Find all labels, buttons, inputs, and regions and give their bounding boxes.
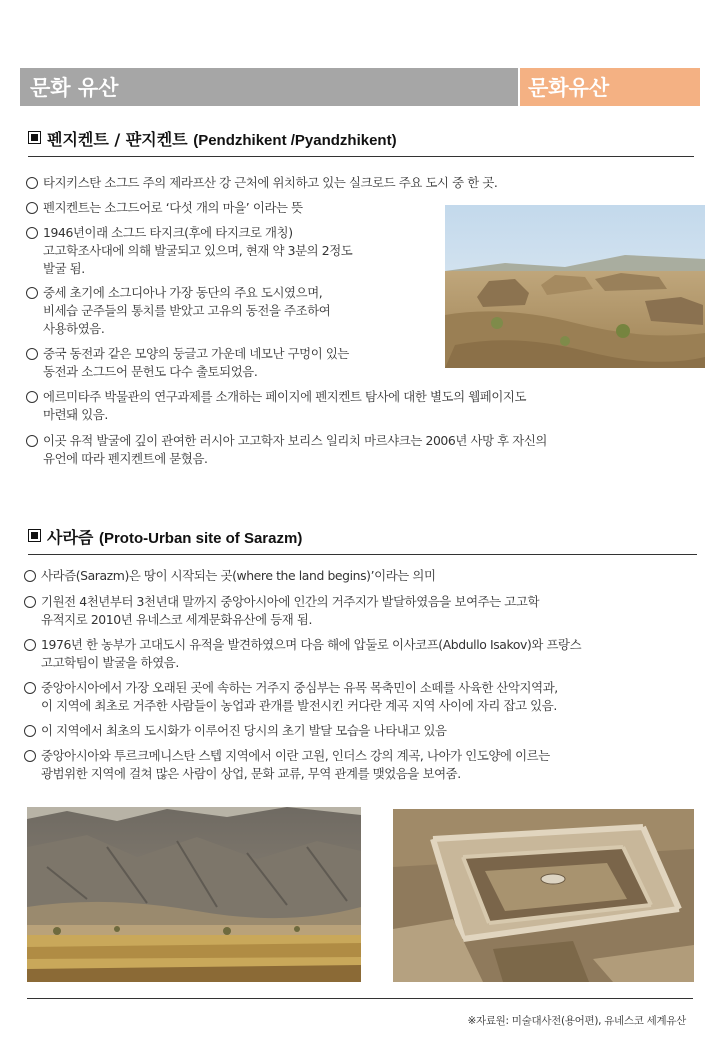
section1-item-1: 타지키스탄 소그드 주의 제라프산 강 근처에 위치하고 있는 실크로드 주요 도시 중 한 곳.: [26, 174, 706, 192]
section2-item-1: 사라즘(Sarazm)은 땅이 시작되는 곳(where the land begins)’이라는 의미: [24, 567, 714, 585]
section2-item-2: 기원전 4천년부터 3천년대 말까지 중앙아시아에 인간의 거주지가 발달하였음을 보여주는 고고학 유적지로 2010년 유네스코 세계문화유산에 등재 됨.: [24, 593, 714, 629]
circle-bullet-icon: [24, 639, 36, 651]
section2-title-ko: 사라즘: [47, 528, 94, 547]
sarazm-excavation-photo: [393, 809, 694, 982]
circle-bullet-icon: [26, 227, 38, 239]
section1-item-2: 펜지켄트는 소그드어로 ‘다섯 개의 마을’ 이라는 뜻: [26, 199, 446, 217]
circle-bullet-icon: [26, 287, 38, 299]
header-tag-label: 문화유산: [528, 76, 610, 100]
section2-item-6: 중앙아시아와 투르크메니스탄 스텝 지역에서 이란 고원, 인더스 강의 계곡, 나아가 인도양에 이르는 광범위한 지역에 걸쳐 많은 사람이 상업, 문화 교류, 무역 관계를 맺었음을 보여줌.: [24, 747, 714, 783]
circle-bullet-icon: [24, 682, 36, 694]
section1-item-7: 이곳 유적 발굴에 깊이 관여한 러시아 고고학자 보리스 일리치 마르샤크는 2006년 사망 후 자신의 유언에 따라 펜지켄트에 묻혔음.: [26, 432, 706, 468]
penjikent-ruins-photo: [445, 205, 705, 368]
section2-item-4: 중앙아시아에서 가장 오래된 곳에 속하는 거주지 중심부는 유목 목축민이 소떼를 사육한 산악지역과, 이 지역에 최초로 거주한 사람들이 농업과 관개를 발전시킨 커다란 계곡 지역 사이에 자리 잡고 있음.: [24, 679, 714, 715]
section1-title: [28, 127, 397, 150]
section1-item-4: 중세 초기에 소그디아나 가장 동단의 주요 도시였으며, 비세습 군주들의 통치를 받았고 고유의 동전을 주조하여 사용하였음.: [26, 284, 446, 338]
circle-bullet-icon: [26, 177, 38, 189]
circle-bullet-icon: [26, 202, 38, 214]
footer-rule: [27, 998, 693, 999]
section2-rule: [28, 554, 697, 555]
section1-item-3: 1946년이래 소그드 타지크(후에 타지크로 개칭) 고고학조사대에 의해 발굴되고 있으며, 현재 약 3분의 2정도 발굴 됨.: [26, 224, 446, 278]
header-tag: [520, 68, 700, 106]
header-title: 문화 유산: [30, 76, 119, 100]
section2-item-3: 1976년 한 농부가 고대도시 유적을 발견하였으며 다음 해에 압둘로 이사코프(Abdullo Isakov)와 프랑스 고고학팀이 발굴을 하였음.: [24, 636, 714, 672]
square-bullet-icon: [28, 131, 41, 144]
circle-bullet-icon: [26, 391, 38, 403]
section2-item-5: 이 지역에서 최초의 도시화가 이루어진 당시의 초기 발달 모습을 나타내고 있음: [24, 722, 714, 740]
square-bullet-icon: [28, 529, 41, 542]
circle-bullet-icon: [26, 435, 38, 447]
circle-bullet-icon: [24, 750, 36, 762]
section1-title-en: (Pendzhikent /Pyandzhikent): [193, 132, 397, 149]
section2-title: [28, 525, 302, 548]
section2-title-en: (Proto-Urban site of Sarazm): [98, 530, 303, 547]
section1-item-5: 중국 동전과 같은 모양의 둥글고 가운데 네모난 구멍이 있는 동전과 소그드어 문헌도 다수 출토되었음.: [26, 345, 446, 381]
circle-bullet-icon: [24, 570, 36, 582]
section1-title-ko: 펜지켄트 / 퍈지켄트: [47, 130, 188, 149]
circle-bullet-icon: [24, 596, 36, 608]
section1-rule: [28, 156, 694, 157]
circle-bullet-icon: [26, 348, 38, 360]
section1-item-6: 에르미타주 박물관의 연구과제를 소개하는 페이지에 펜지켄트 탐사에 대한 별도의 웹페이지도 마련돼 있음.: [26, 388, 706, 424]
circle-bullet-icon: [24, 725, 36, 737]
source-note: ※자료원: 미술대사전(용어편), 유네스코 세계유산: [467, 1015, 686, 1027]
sarazm-landscape-photo: [27, 807, 361, 982]
